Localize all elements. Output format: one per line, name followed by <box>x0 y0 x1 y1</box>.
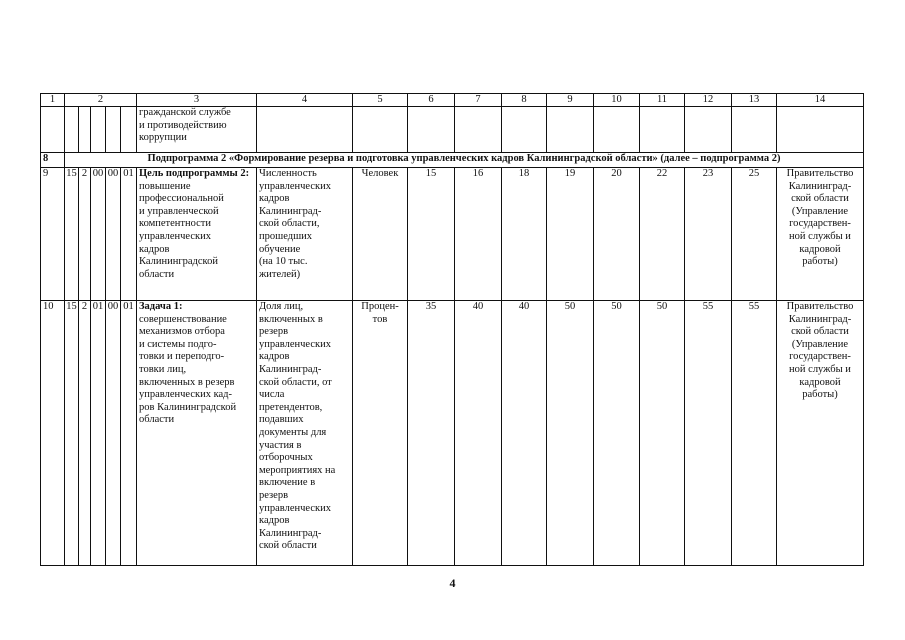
header-cell: 9 <box>547 94 594 107</box>
value-cell: 50 <box>547 301 594 566</box>
row-number: 9 <box>41 168 65 301</box>
header-cell: 2 <box>65 94 137 107</box>
indicator-cell: Доля лиц, включенных в резерв управленческих кадров Калининград- ской области, от числа претендентов, подавших документы для участия в отборочных мероприятиях на включение в резерв управленческих кадров Калининград- ской области <box>257 301 353 566</box>
value-cell: 50 <box>594 301 640 566</box>
value-cell: 22 <box>640 168 685 301</box>
value-cell: 55 <box>685 301 732 566</box>
value-cell: 55 <box>732 301 777 566</box>
value-cell: 23 <box>685 168 732 301</box>
goal-cell: Задача 1: совершенствование механизмов отбора и системы подго- товки и переподго- товки лиц, включенных в резерв управленческих кад- ров Калининградской области <box>137 301 257 566</box>
header-row <box>41 94 864 107</box>
indicator-table <box>40 93 864 566</box>
header-cell: 10 <box>594 94 640 107</box>
header-cell: 3 <box>137 94 257 107</box>
header-cell: 5 <box>353 94 408 107</box>
subprogram-row <box>41 153 864 168</box>
indicator-cell: Численность управленческих кадров Калининград- ской области, прошедших обучение (на 10 тыс. жителей) <box>257 168 353 301</box>
table-row <box>41 168 864 301</box>
responsible-cell: Правительство Калининград- ской области (Управление государствен- ной службы и кадровой работы) <box>777 168 864 301</box>
value-cell: 40 <box>502 301 547 566</box>
header-cell: 6 <box>408 94 455 107</box>
value-cell: 20 <box>594 168 640 301</box>
header-cell: 4 <box>257 94 353 107</box>
subprogram-row-number: 8 <box>41 153 65 168</box>
code-cell: 00 <box>106 301 121 566</box>
goal-cell: Цель подпрограммы 2: повышение профессиональной и управленческой компетентности управленческих кадров Калининградской области <box>137 168 257 301</box>
code-cell: 01 <box>121 301 137 566</box>
indicator-table-sheet <box>40 93 863 566</box>
value-cell: 50 <box>640 301 685 566</box>
code-cell: 15 <box>65 301 79 566</box>
responsible-cell: Правительство Калининград- ской области (Управление государствен- ной службы и кадровой работы) <box>777 301 864 566</box>
carryover-row <box>41 107 864 153</box>
goal-title: Задача 1: <box>139 301 183 312</box>
unit-cell: Процен- тов <box>353 301 408 566</box>
value-cell: 15 <box>408 168 455 301</box>
code-cell: 01 <box>91 301 106 566</box>
value-cell: 25 <box>732 168 777 301</box>
subprogram-title: Подпрограмма 2 «Формирование резерва и подготовка управленческих кадров Калининградской области» (далее – подпрограмма 2) <box>65 153 864 168</box>
header-cell: 7 <box>455 94 502 107</box>
value-cell: 19 <box>547 168 594 301</box>
value-cell: 35 <box>408 301 455 566</box>
goal-title: Цель подпрограммы 2: <box>139 168 250 179</box>
carryover-goal-text: гражданской службе и противодействию коррупции <box>137 107 257 153</box>
row-number: 10 <box>41 301 65 566</box>
code-cell: 00 <box>91 168 106 301</box>
value-cell: 18 <box>502 168 547 301</box>
value-cell: 40 <box>455 301 502 566</box>
unit-cell: Человек <box>353 168 408 301</box>
header-cell: 11 <box>640 94 685 107</box>
header-cell: 12 <box>685 94 732 107</box>
page-number: 4 <box>449 576 456 590</box>
value-cell: 16 <box>455 168 502 301</box>
code-cell: 01 <box>121 168 137 301</box>
header-cell: 8 <box>502 94 547 107</box>
header-cell: 13 <box>732 94 777 107</box>
header-cell: 1 <box>41 94 65 107</box>
code-cell: 00 <box>106 168 121 301</box>
code-cell: 2 <box>79 301 91 566</box>
code-cell: 15 <box>65 168 79 301</box>
header-cell: 14 <box>777 94 864 107</box>
table-row <box>41 301 864 566</box>
code-cell: 2 <box>79 168 91 301</box>
